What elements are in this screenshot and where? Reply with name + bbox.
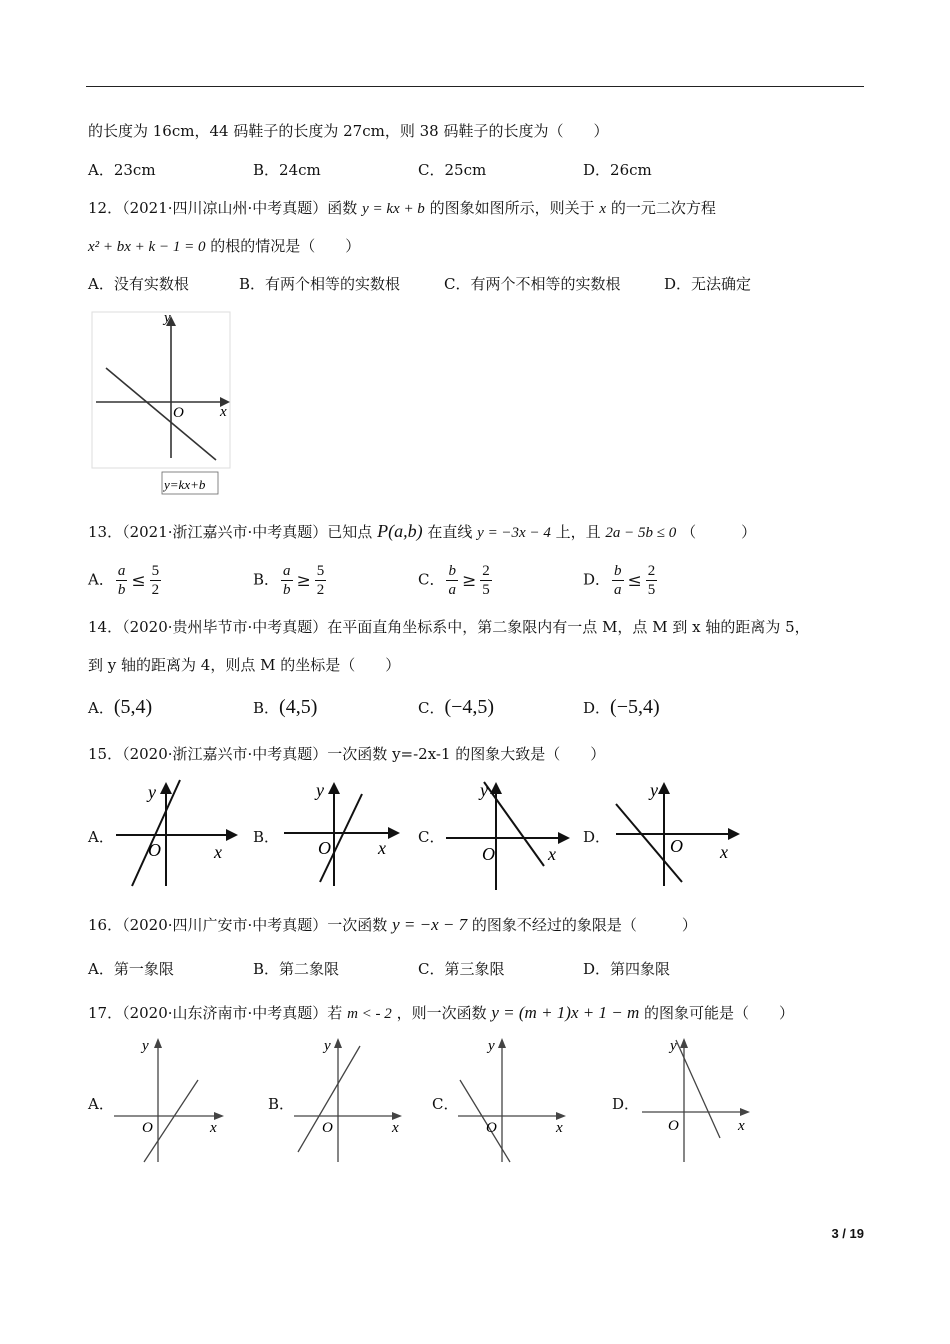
q14-option-d-label: D．	[583, 699, 611, 717]
q12-y-label: y	[164, 310, 171, 326]
q12-option-b: B．有两个相等的实数根	[239, 275, 401, 293]
q17-stem-b: ，则一次函数	[396, 1004, 487, 1022]
q13-option-c-rden: 5	[482, 582, 490, 598]
q12-stem-c: 的一元二次方程	[610, 199, 716, 217]
q16-stem-b: 的图象不经过的象限是（ ）	[471, 916, 697, 934]
q14-option-c	[418, 697, 494, 718]
q13-option-d-rel: ≤	[627, 570, 642, 591]
q17-option-a-label: A．	[88, 1095, 114, 1113]
q17-b-x-label: x	[392, 1120, 399, 1136]
q11-option-c: C．25cm	[418, 161, 487, 179]
q15-graph-c	[442, 778, 572, 892]
q12-stem-d: 的根的情况是（ ）	[210, 237, 361, 255]
q14-option-b-label: B．	[253, 699, 280, 717]
q15-c-y-label: y	[480, 780, 488, 800]
q13-option-b-label: B．	[253, 570, 280, 589]
q13-option-c-den: a	[448, 582, 456, 598]
q12-var-x: x	[599, 201, 607, 217]
q13-option-a-num: a	[117, 563, 126, 579]
page-number: 3 / 19	[831, 1226, 864, 1241]
q13-option-b	[253, 562, 328, 599]
q16-function: y = −x − 7	[392, 915, 468, 934]
q13-stem-a: 13．（2021·浙江嘉兴市·中考真题）已知点	[88, 523, 373, 541]
q13-stem	[88, 521, 756, 543]
q14-stem-line2: 到 y 轴的距离为 4，则点 M 的坐标是（ ）	[88, 656, 401, 674]
q13-option-c-rnum: 2	[482, 563, 490, 579]
q13-option-b-rel: ≥	[296, 570, 311, 591]
q14-option-a-value: (5,4)	[113, 696, 153, 718]
q15-stem: 15．（2020·浙江嘉兴市·中考真题）一次函数 y=-2x-1 的图象大致是（ ）	[88, 745, 606, 763]
q13-option-a-den: b	[117, 582, 126, 598]
q13-stem-b: 在直线	[427, 523, 473, 541]
q17-b-y-label: y	[324, 1038, 331, 1054]
q17-b-origin: O	[322, 1120, 333, 1136]
q15-option-d-label: D．	[583, 828, 611, 846]
q13-stem-c: 上，且	[555, 523, 601, 541]
q12-option-d: D．无法确定	[664, 275, 752, 293]
q15-option-c-label: C．	[418, 828, 445, 846]
q14-option-b-value: (4,5)	[279, 696, 318, 718]
q13-stem-d: （ ）	[681, 523, 757, 541]
q13-option-b-den: b	[283, 582, 291, 598]
q13-option-d-rnum: 2	[647, 563, 656, 579]
q14-option-d-value: (−5,4)	[610, 696, 660, 718]
q16-option-c: C．第三象限	[418, 960, 505, 978]
q13-option-a-label: A．	[88, 570, 114, 589]
q12-option-c: C．有两个不相等的实数根	[444, 275, 621, 293]
q16-option-d: D．第四象限	[583, 960, 671, 978]
q12-stem-line2	[88, 236, 360, 257]
q12-graph-caption: y=kx+b	[164, 477, 206, 492]
q15-graph-d	[612, 776, 744, 888]
q17-graph-a	[110, 1034, 230, 1166]
q14-option-c-value: (−4,5)	[444, 696, 495, 718]
q15-c-origin: O	[482, 844, 495, 864]
q13-line-equation: y = −3x − 4	[477, 525, 551, 541]
q15-a-y-label: y	[148, 782, 156, 802]
q17-condition: m < - 2	[347, 1006, 392, 1022]
q15-b-y-label: y	[316, 780, 324, 800]
q13-option-a	[88, 562, 163, 599]
q15-b-x-label: x	[378, 838, 386, 858]
q14-option-a-label: A．	[88, 699, 114, 717]
q12-function: y = kx + b	[362, 201, 425, 217]
q11-option-d: D．26cm	[583, 161, 652, 179]
q14-stem-line1: 14．（2020·贵州毕节市·中考真题）在平面直角坐标系中，第二象限内有一点 M，点 M 到 x 轴的距离为 5，	[88, 618, 810, 636]
q11-continuation: 的长度为 16cm，44 码鞋子的长度为 27cm，则 38 码鞋子的长度为（ ）	[88, 122, 609, 140]
q15-graph-a	[112, 778, 242, 890]
q16-stem-a: 16．（2020·四川广安市·中考真题）一次函数	[88, 916, 388, 934]
q17-d-y-label: y	[670, 1038, 677, 1054]
q17-graph-d	[638, 1034, 758, 1166]
q16-option-b: B．第二象限	[253, 960, 340, 978]
q15-b-origin: O	[318, 838, 331, 858]
q17-function: y = (m + 1)x + 1 − m	[491, 1003, 640, 1022]
q13-option-c-rel: ≥	[461, 570, 477, 591]
q15-d-origin: O	[670, 836, 683, 856]
q12-stem-a: 12．（2021·四川凉山州·中考真题）函数	[88, 199, 358, 217]
q13-option-d-num: b	[614, 563, 622, 579]
q12-equation: x² + bx + k − 1 = 0	[88, 239, 206, 255]
q13-option-d-label: D．	[583, 570, 611, 589]
q13-option-b-rnum: 5	[316, 563, 325, 579]
q13-inequality: 2a − 5b ≤ 0	[605, 525, 677, 541]
q17-option-d-label: D．	[612, 1095, 640, 1113]
q13-option-c-num: b	[448, 563, 456, 579]
q17-option-c-label: C．	[432, 1095, 459, 1113]
q17-option-b-label: B．	[268, 1095, 295, 1113]
q13-option-d-den: a	[614, 582, 622, 598]
q15-d-x-label: x	[720, 842, 728, 862]
q13-point: P(a,b)	[377, 521, 423, 541]
q15-graph-b	[280, 778, 410, 890]
q16-stem	[88, 915, 697, 935]
q17-c-x-label: x	[556, 1120, 563, 1136]
q12-origin-label: O	[173, 405, 184, 421]
q17-a-y-label: y	[142, 1038, 149, 1054]
q15-option-a-label: A．	[88, 828, 114, 846]
header-rule	[86, 86, 864, 87]
q13-option-b-rden: 2	[316, 582, 325, 598]
q17-stem-a: 17．（2020·山东济南市·中考真题）若	[88, 1004, 343, 1022]
q17-c-y-label: y	[488, 1038, 495, 1054]
q13-option-c	[418, 562, 494, 599]
q12-stem-b: 的图象如图所示，则关于	[429, 199, 595, 217]
q15-a-origin: O	[148, 840, 161, 860]
q13-option-d-rden: 5	[647, 582, 656, 598]
q15-a-x-label: x	[214, 842, 222, 862]
q17-graph-c	[454, 1034, 574, 1166]
q12-option-a: A．没有实数根	[88, 275, 189, 293]
q12-x-label: x	[220, 404, 227, 420]
q12-stem-line1	[88, 198, 716, 219]
q17-stem	[88, 1003, 794, 1024]
q11-option-b: B．24cm	[253, 161, 321, 179]
q17-c-origin: O	[486, 1120, 497, 1136]
q14-option-a	[88, 697, 152, 718]
q14-option-c-label: C．	[418, 699, 445, 717]
q17-a-x-label: x	[210, 1120, 217, 1136]
q15-c-x-label: x	[548, 844, 556, 864]
q11-option-a: A．23cm	[88, 161, 156, 179]
q13-option-b-num: a	[283, 563, 291, 579]
q13-option-a-rel: ≤	[131, 570, 146, 591]
q13-option-a-rnum: 5	[151, 563, 160, 579]
q13-option-a-rden: 2	[151, 582, 160, 598]
q17-graph-b	[290, 1034, 410, 1166]
q17-d-origin: O	[668, 1118, 679, 1134]
q14-option-b	[253, 697, 317, 718]
q17-stem-c: 的图象可能是（ ）	[644, 1004, 795, 1022]
q17-d-x-label: x	[738, 1118, 745, 1134]
q15-d-y-label: y	[650, 780, 658, 800]
q12-graph	[86, 308, 236, 498]
q13-option-c-label: C．	[418, 570, 445, 589]
q15-option-b-label: B．	[253, 828, 280, 846]
q17-a-origin: O	[142, 1120, 153, 1136]
q16-option-a: A．第一象限	[88, 960, 174, 978]
q13-option-d	[583, 562, 659, 599]
q14-option-d	[583, 697, 660, 718]
